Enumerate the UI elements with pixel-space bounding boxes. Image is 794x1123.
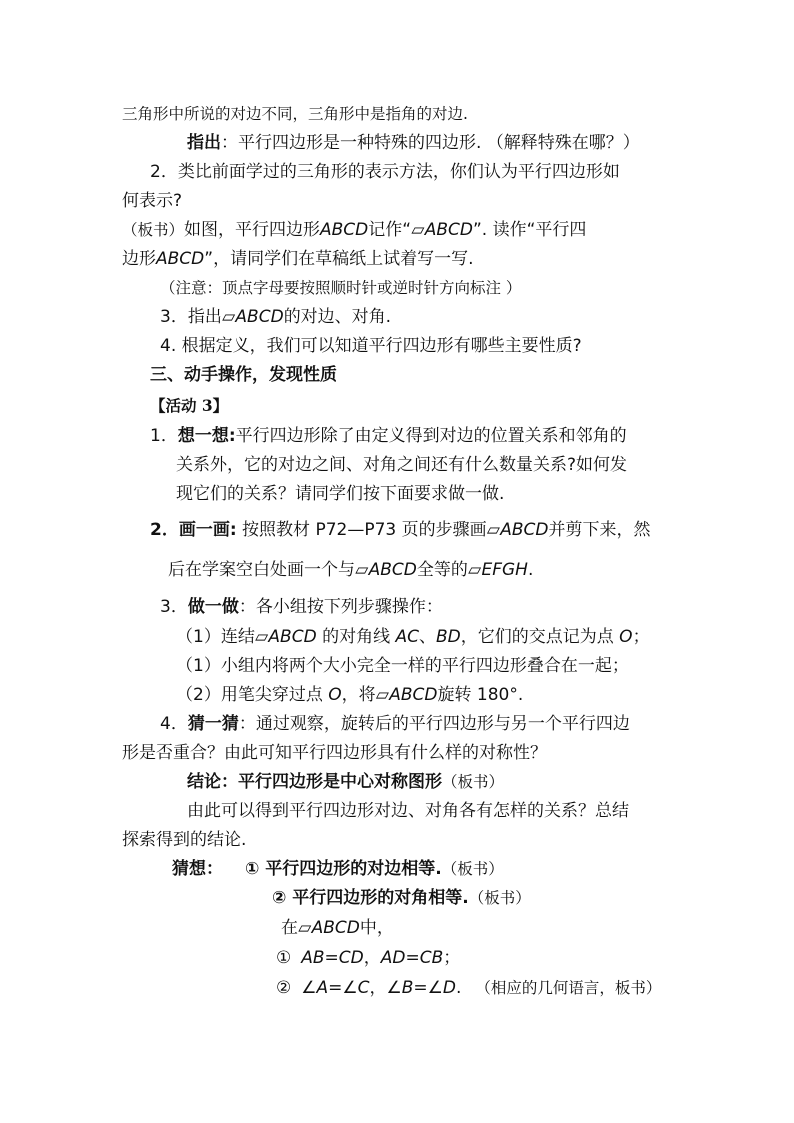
step-number: 1．	[150, 426, 178, 446]
parallelogram-symbol: ▱	[298, 918, 312, 938]
text: ：通过观察，旋转后的平行四边形与另一个平行四边	[238, 714, 630, 734]
text-line	[281, 916, 394, 940]
text: .	[455, 978, 462, 998]
substep: （1）小组内将两个大小完全一样的平行四边形叠合在一起；	[176, 656, 629, 676]
text-line: 由此可以得到平行四边形对边、对角各有怎样的关系？总结	[187, 801, 629, 821]
parallelogram-symbol: ▱	[222, 307, 236, 327]
step-2	[150, 518, 651, 542]
text: ，	[369, 978, 387, 998]
text-line	[187, 131, 640, 155]
board-note: （相应的几何语言，板书）	[475, 979, 662, 997]
text: 中，	[359, 918, 394, 938]
board-note: （板书）	[468, 889, 531, 907]
step-label: 画一画:	[178, 520, 237, 540]
text: 记作“	[368, 220, 412, 240]
math-abcd: ABCD	[311, 918, 360, 938]
math-bd: BD	[436, 627, 461, 647]
math-abcd: ABCD	[320, 220, 369, 240]
text-line: 何表示?	[122, 191, 183, 211]
text: 的对角线	[316, 627, 396, 647]
text: 平行四边形除了由定义得到对边的位置关系和邻角的	[235, 426, 627, 446]
text: ，将	[341, 685, 376, 705]
text: 全等的	[416, 560, 468, 580]
text: ，它们的交点记为点	[460, 627, 620, 647]
parallelogram-symbol: ▱	[255, 627, 269, 647]
parallelogram-symbol: ▱	[486, 520, 500, 540]
text: 3．指出	[160, 307, 222, 327]
math-abcd: ABCD	[500, 520, 549, 540]
text: ，	[363, 948, 381, 968]
text: .	[527, 560, 534, 580]
step-3	[160, 595, 443, 619]
conjecture-1: ① 平行四边形的对边相等.	[245, 859, 442, 879]
math-abcd: ABCD	[235, 307, 284, 327]
conjecture	[172, 857, 504, 881]
step-label: 想一想:	[177, 426, 236, 446]
text: 如图，平行四边形	[184, 220, 321, 240]
equation: ∠B=∠D	[386, 978, 456, 998]
text: 、	[419, 627, 436, 647]
text: 后在学案空白处画一个与	[168, 560, 355, 580]
conjecture-label: 猜想：	[172, 859, 223, 879]
note-line: （注意：顶点字母要按照顺时针或逆时针方向标注 ）	[160, 279, 522, 297]
math-ac: AC	[395, 627, 419, 647]
text-line	[122, 247, 473, 271]
substep	[176, 683, 523, 707]
equation: AB=CD	[301, 948, 364, 968]
text: 按照教材 P72—P73 页的步骤画	[236, 520, 487, 540]
item-number: ①	[276, 948, 292, 968]
conclusion-text: 结论：平行四边形是中心对称图形	[187, 772, 442, 792]
question-2: 2．类比前面学过的三角形的表示方法，你们认为平行四边形如	[150, 162, 620, 182]
math-o: O	[328, 685, 342, 705]
text-line: 探索得到的结论.	[122, 830, 247, 850]
math-abcd: ABCD	[389, 685, 438, 705]
board-note: （板书）	[441, 860, 504, 878]
text: ”，请同学们在草稿纸上试着写一写.	[204, 249, 474, 269]
conclusion	[187, 770, 504, 794]
step-4	[160, 712, 630, 736]
item-number: ②	[276, 978, 292, 998]
label-pointout: 指出	[187, 133, 221, 153]
text: 的对边、对角.	[283, 307, 392, 327]
conjecture-2: ② 平行四边形的对角相等.	[272, 888, 469, 908]
text-line: 现它们的关系？请同学们按下面要求做一做.	[176, 484, 505, 504]
math-efgh: EFGH	[481, 560, 528, 580]
text-line	[122, 218, 586, 242]
step-number: 2．	[150, 520, 179, 540]
equation: AD=CB	[380, 948, 444, 968]
step-number: 3．	[160, 597, 188, 617]
math-abcd: ABCD	[268, 627, 317, 647]
text: ；	[632, 627, 650, 647]
step-1	[150, 424, 627, 448]
text: 在	[281, 918, 298, 938]
math-abcd: ABCD	[156, 249, 205, 269]
text: ；	[443, 948, 461, 968]
text: 并剪下来，然	[548, 520, 651, 540]
board-note: （板书）	[442, 773, 505, 791]
parallelogram-symbol: ▱	[468, 560, 482, 580]
text: ”. 读作“平行四	[472, 220, 587, 240]
question-4: 4. 根据定义，我们可以知道平行四边形有哪些主要性质?	[160, 336, 582, 356]
board-note: （板书）	[122, 221, 185, 239]
text: （2）用笔尖穿过点	[176, 685, 329, 705]
text: 边形	[122, 249, 156, 269]
geometry-statement	[276, 946, 460, 970]
parallelogram-symbol: ▱	[411, 220, 425, 240]
substep	[176, 625, 650, 649]
conjecture	[272, 886, 531, 910]
text-line	[168, 558, 533, 582]
text-line: 形是否重合？由此可知平行四边形具有什么样的对称性？	[122, 743, 547, 763]
text: （1）连结	[176, 627, 255, 647]
question-3	[160, 305, 391, 329]
text: 旋转 180°.	[437, 685, 524, 705]
text: ：平行四边形是一种特殊的四边形. （解释特殊在哪？）	[221, 133, 640, 153]
math-abcd: ABCD	[368, 560, 417, 580]
step-label: 做一做	[187, 597, 239, 617]
text-line: 关系外，它的对边之间、对角之间还有什么数量关系?如何发	[176, 455, 628, 475]
step-label: 猜一猜	[187, 714, 239, 734]
parallelogram-symbol: ▱	[375, 685, 389, 705]
text: ：各小组按下列步骤操作：	[238, 597, 443, 617]
section-heading: 三、动手操作，发现性质	[150, 365, 337, 385]
parallelogram-symbol: ▱	[355, 560, 369, 580]
geometry-statement	[276, 976, 661, 1000]
step-number: 4．	[160, 714, 188, 734]
text-line: 三角形中所说的对边不同，三角形中是指角的对边.	[122, 105, 468, 123]
math-o: O	[619, 627, 633, 647]
math-abcd: ABCD	[424, 220, 473, 240]
equation: ∠A=∠C	[301, 978, 370, 998]
activity-heading: 【活动 3】	[150, 396, 229, 415]
